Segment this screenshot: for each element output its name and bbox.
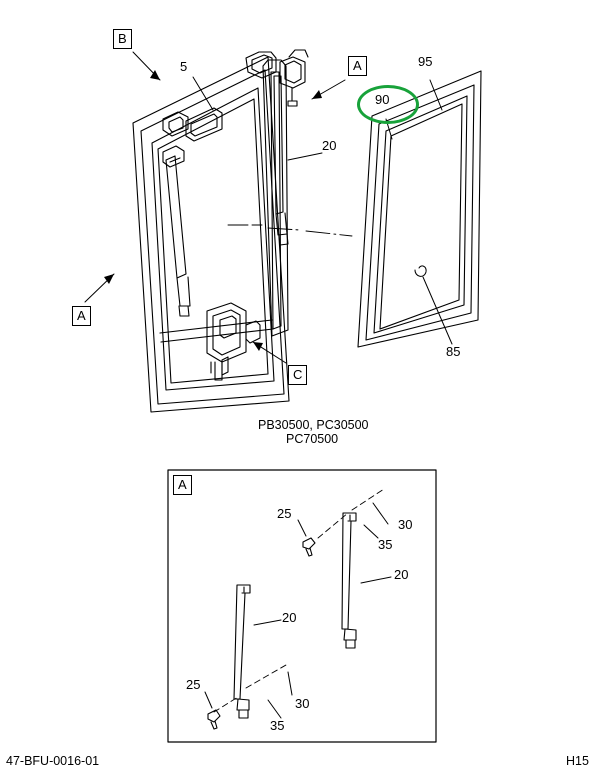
detail-label-35-upper: 35 xyxy=(378,537,393,552)
marker-a-right: A xyxy=(348,56,367,76)
detail-label-30-lower: 30 xyxy=(295,696,310,711)
marker-c-bottom: C xyxy=(288,365,307,385)
part-label-20: 20 xyxy=(322,138,337,153)
detail-label-20-right: 20 xyxy=(394,567,409,582)
part-label-95: 95 xyxy=(418,54,433,69)
detail-label-25-lower: 25 xyxy=(186,677,201,692)
part-label-90: 90 xyxy=(375,92,390,107)
part-label-5: 5 xyxy=(180,59,188,74)
main-view-caption-line2: PC70500 xyxy=(286,432,339,446)
detail-label-20-left: 20 xyxy=(282,610,297,625)
detail-marker-a: A xyxy=(173,475,192,495)
detail-label-25-upper: 25 xyxy=(277,506,292,521)
page-code: H15 xyxy=(566,754,589,768)
part-label-85: 85 xyxy=(446,344,461,359)
main-view-caption-line1: PB30500, PC30500 xyxy=(258,418,369,432)
marker-b-top: B xyxy=(113,29,132,49)
detail-label-30-upper: 30 xyxy=(398,517,413,532)
marker-a-left: A xyxy=(72,306,91,326)
document-number: 47-BFU-0016-01 xyxy=(6,754,100,768)
detail-label-35-lower: 35 xyxy=(270,718,285,733)
